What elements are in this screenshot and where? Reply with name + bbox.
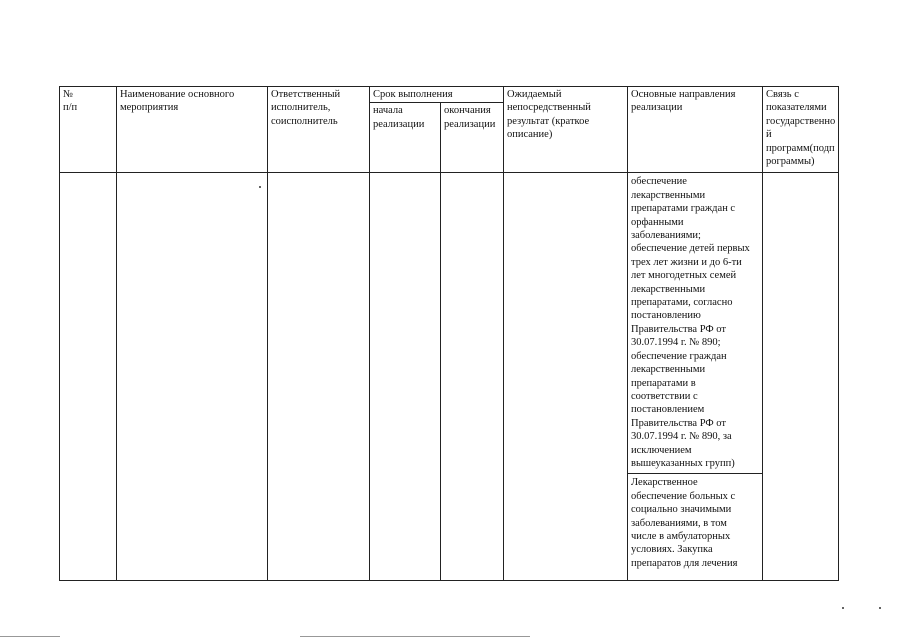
cell-term-start bbox=[370, 173, 441, 581]
scan-edge-line bbox=[0, 636, 60, 637]
scan-speck bbox=[879, 607, 881, 609]
cell-responsible bbox=[268, 173, 370, 581]
scan-speck bbox=[842, 607, 844, 609]
header-expected-result: Ожидаемый непосредственный результат (краткое описание) bbox=[504, 87, 628, 173]
table-row bbox=[60, 173, 839, 581]
header-responsible: Ответственный исполнитель, соисполнитель bbox=[268, 87, 370, 173]
cell-indicator-link bbox=[763, 173, 839, 581]
cell-expected-result bbox=[504, 173, 628, 581]
header-number: № п/п bbox=[60, 87, 117, 173]
cell-activity-name bbox=[117, 173, 268, 581]
scan-speck bbox=[259, 186, 261, 188]
header-term-end: окончания реализации bbox=[441, 103, 504, 173]
cell-number bbox=[60, 173, 117, 581]
header-term: Срок выполнения bbox=[370, 87, 504, 103]
header-term-start: начала реализации bbox=[370, 103, 441, 173]
directions-block: обеспечение лекарственными препаратами граждан с орфанными заболеваниями; обеспечение детей первых трех лет жизни и до 6-ти лет многодетных семей лекарственными препаратами, согласно постановлению Правительства РФ от 30.07.1994 г. № 890; обеспечение граждан лекарственными препаратами в соответствии с постановлением Правительства РФ от 30.07.1994 г. № 890, за исключением вышеуказанных групп) bbox=[631, 176, 750, 469]
program-activities-table bbox=[59, 86, 839, 581]
header-directions: Основные направления реализации bbox=[628, 87, 763, 173]
cell-directions bbox=[628, 173, 763, 581]
cell-term-end bbox=[441, 173, 504, 581]
header-indicator-link: Связь с показателями государственно й программ(подп рограммы) bbox=[763, 87, 839, 173]
header-activity-name: Наименование основного мероприятия bbox=[117, 87, 268, 173]
directions-block: Лекарственное обеспечение больных с социально значимыми заболеваниями, в том числе в амбулаторных условиях. Закупка препаратов для лечения bbox=[628, 473, 762, 573]
scan-edge-line bbox=[300, 636, 530, 637]
